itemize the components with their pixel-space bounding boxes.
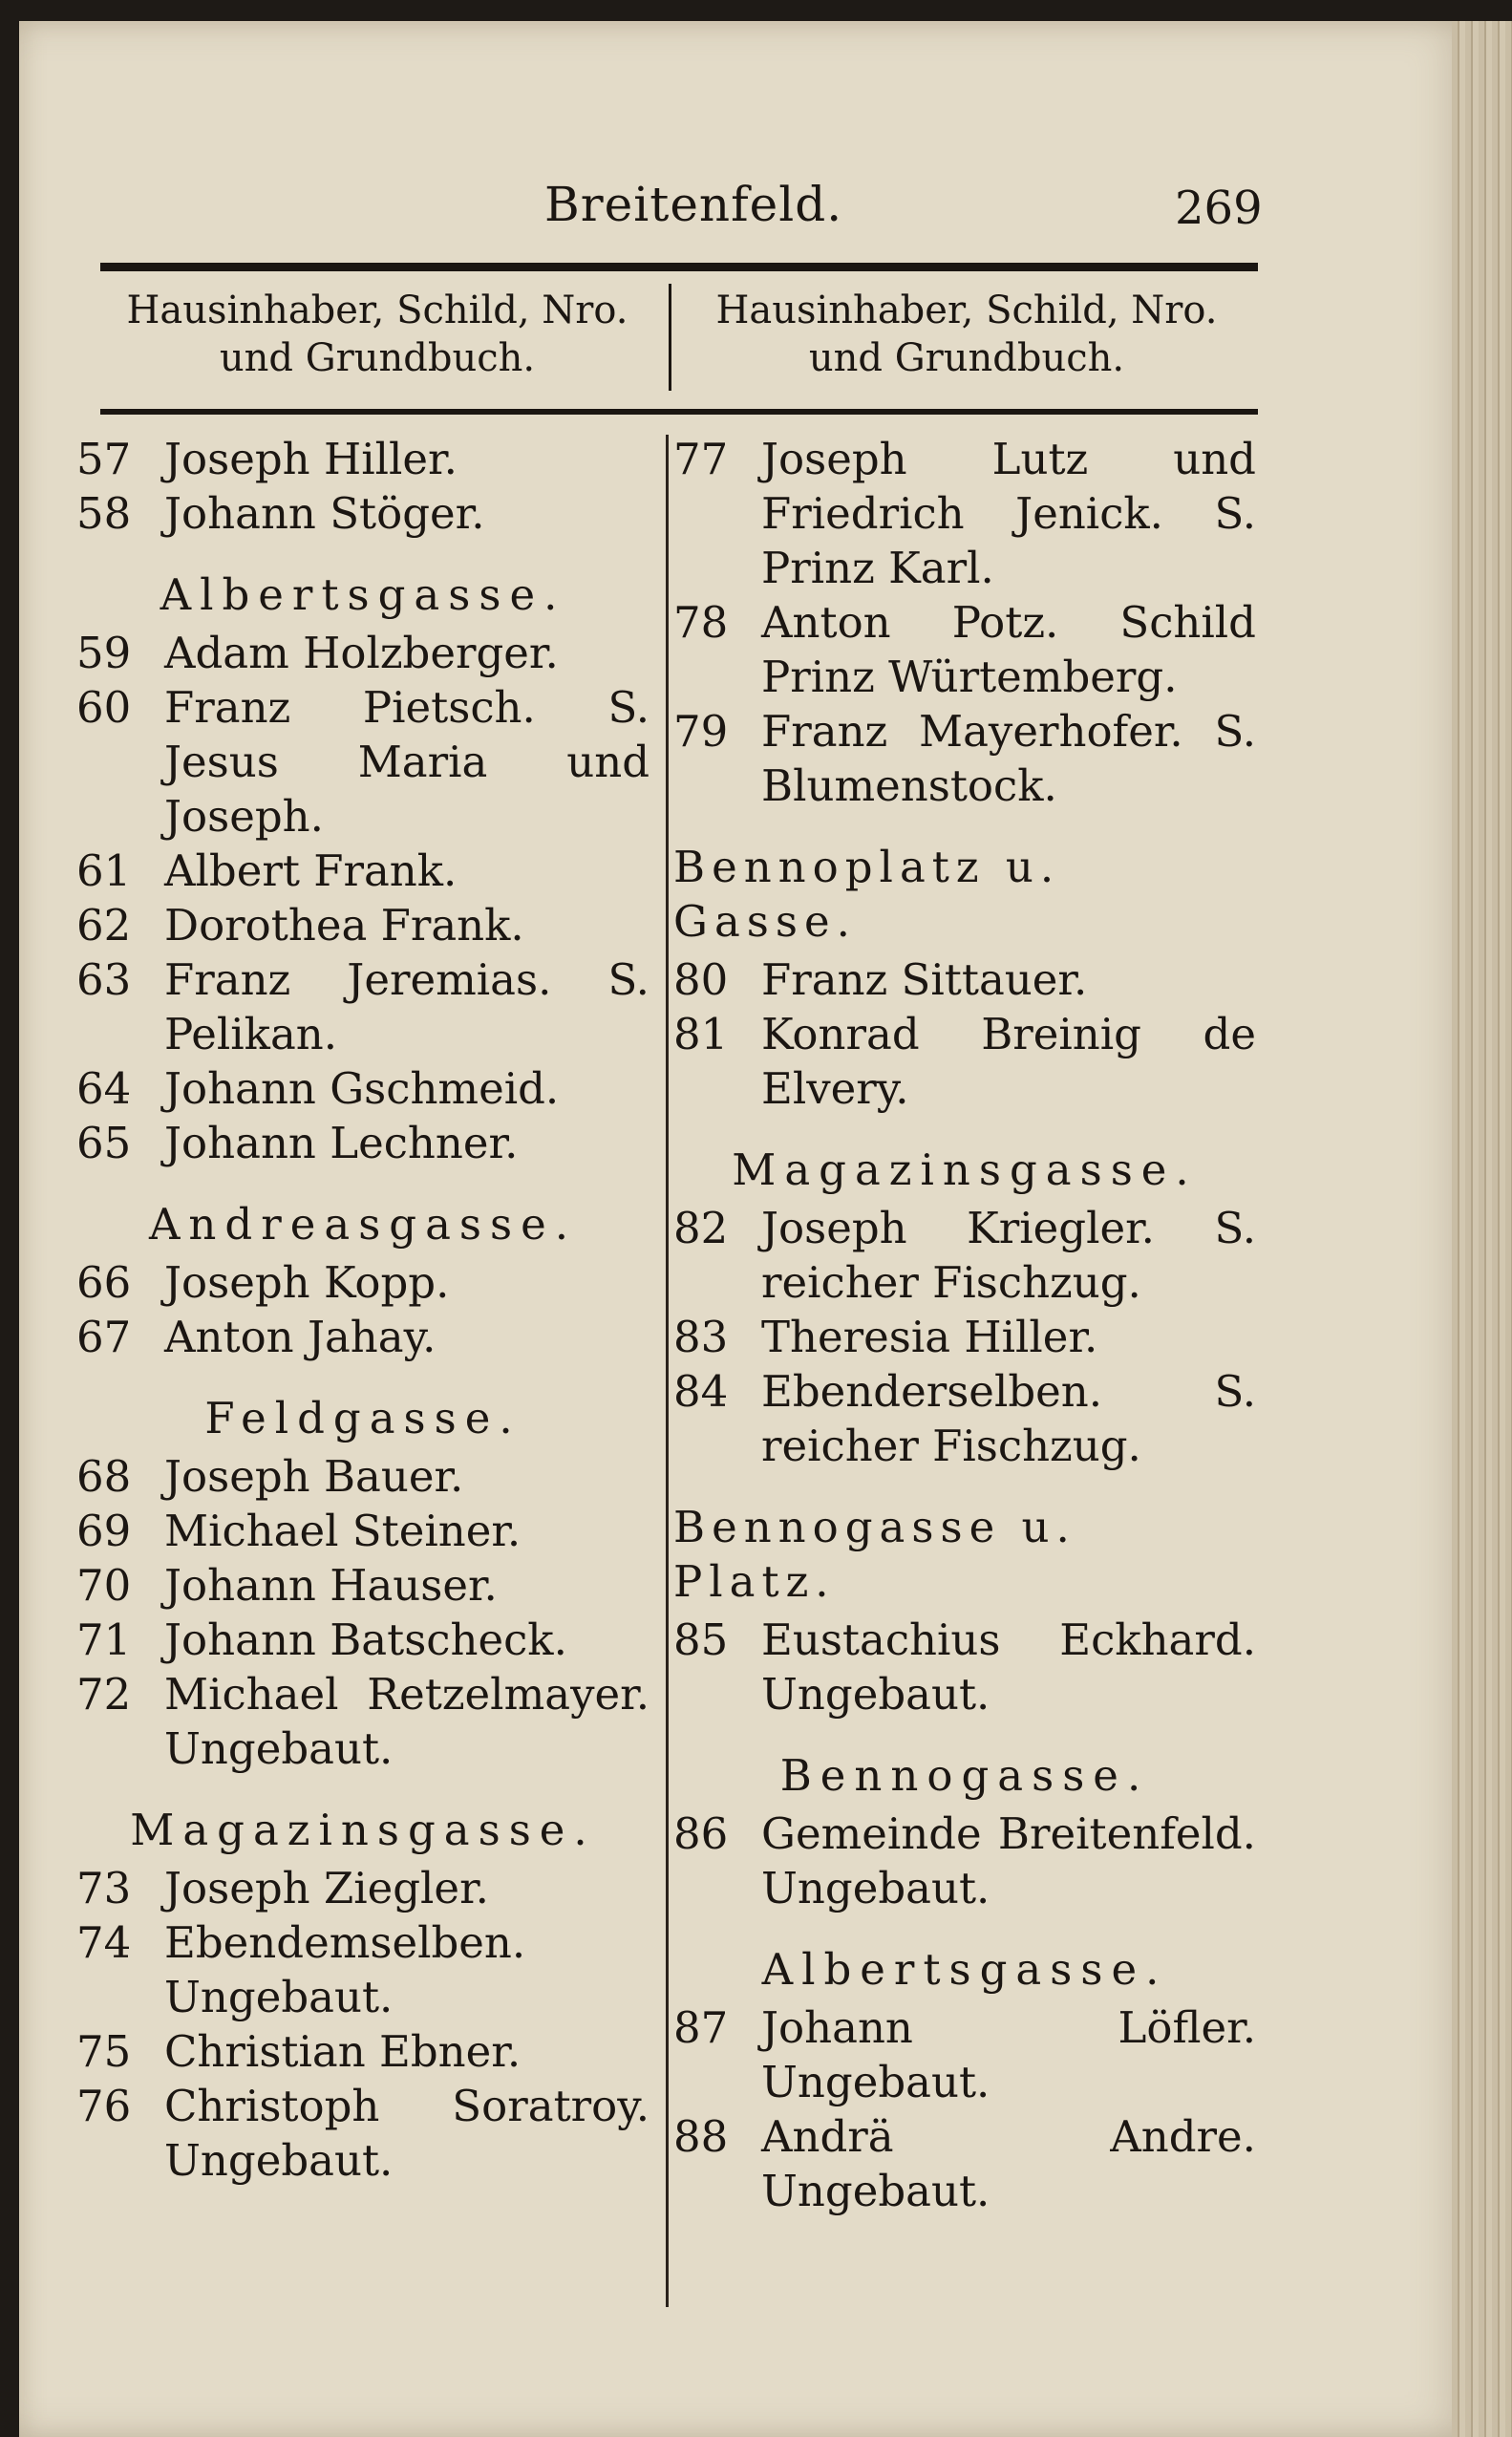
house-number: 79 [673, 706, 729, 757]
owner-text: Joseph Ziegler. [164, 1863, 489, 1913]
owner-text: Anton Jahay. [164, 1312, 437, 1362]
owner-text: Franz Sittauer. [761, 954, 1088, 1005]
house-number: 72 [76, 1669, 132, 1720]
house-number: 68 [76, 1451, 132, 1502]
owner-text: Christoph Soratroy. Ungebaut. [164, 2081, 650, 2186]
left-column-header: Hausinhaber, Schild, Nro. und Grundbuch. [126, 289, 628, 380]
owner-text: Anton Potz. Schild Prinz Würtemberg. [761, 597, 1256, 702]
house-number: 63 [76, 954, 132, 1005]
street-heading: Feldgasse. [204, 1393, 522, 1443]
owner-text: Franz Pietsch. S. Jesus Maria und Joseph. [164, 682, 650, 842]
house-number: 75 [76, 2026, 132, 2077]
owner-text: Franz Mayerhofer. S. Blumenstock. [761, 706, 1256, 811]
street-heading: Magazinsgasse. [130, 1805, 596, 1855]
owner-text: Ebendemselben. Ungebaut. [164, 1917, 526, 2022]
entry-group [76, 432, 650, 541]
owner-text: Johann Lechner. [164, 1118, 519, 1168]
entry-group [673, 1201, 1256, 1473]
house-number: 81 [673, 1009, 729, 1059]
entry-group [76, 1449, 650, 1776]
owner-text: Joseph Kopp. [164, 1257, 450, 1308]
list-item [76, 844, 650, 898]
owner-text: Johann Löfler. Ungebaut. [761, 2002, 1256, 2107]
house-number: 58 [76, 488, 132, 539]
column-divider [666, 435, 669, 2307]
owner-text: Eustachius Eckhard. Ungebaut. [761, 1614, 1256, 1720]
house-number: 82 [673, 1203, 729, 1253]
house-number: 57 [76, 434, 132, 484]
running-title: Breitenfeld. [544, 177, 843, 232]
list-item [76, 432, 650, 486]
list-item [76, 1613, 650, 1667]
entry-group [673, 1806, 1256, 1915]
list-item [76, 1449, 650, 1504]
list-item [76, 2079, 650, 2188]
list-item [76, 1310, 650, 1364]
list-item [673, 1613, 1256, 1721]
list-item [76, 1061, 650, 1116]
house-number: 86 [673, 1808, 729, 1859]
owner-text: Franz Jeremias. S. Pelikan. [164, 954, 650, 1059]
list-item [76, 626, 650, 680]
house-number: 64 [76, 1063, 132, 1114]
house-number: 66 [76, 1257, 132, 1308]
header-rule-bottom [100, 409, 1258, 415]
owner-text: Johann Stöger. [164, 488, 485, 539]
owner-text: Joseph Bauer. [164, 1451, 464, 1502]
right-column [673, 432, 1256, 2218]
owner-text: Christian Ebner. [164, 2026, 522, 2077]
entry-group [673, 1613, 1256, 1721]
house-number: 84 [673, 1366, 729, 1417]
list-item [673, 432, 1256, 595]
list-item [76, 898, 650, 952]
street-heading: Bennogasse u. Platz. [673, 1502, 1076, 1607]
list-item [76, 486, 650, 541]
list-item [76, 680, 650, 844]
street-heading: Albertsgasse. [761, 1944, 1168, 1995]
house-number: 60 [76, 682, 132, 733]
owner-text: Joseph Lutz und Friedrich Jenick. S. Prinz Karl. [761, 434, 1256, 593]
list-item [673, 595, 1256, 704]
street-heading: Bennogasse. [779, 1750, 1150, 1801]
list-item [673, 704, 1256, 813]
right-column-header: Hausinhaber, Schild, Nro. und Grundbuch. [715, 289, 1218, 380]
entry-group [673, 2000, 1256, 2218]
house-number: 74 [76, 1917, 132, 1968]
entry-group [76, 1255, 650, 1364]
owner-text: Theresia Hiller. [761, 1312, 1098, 1362]
list-item [76, 1915, 650, 2024]
owner-text: Johann Hauser. [164, 1560, 498, 1611]
owner-text: Ebenderselben. S. reicher Fischzug. [761, 1366, 1256, 1471]
list-item [673, 2109, 1256, 2218]
list-item [673, 1806, 1256, 1915]
entry-group [76, 1861, 650, 2188]
house-number: 70 [76, 1560, 132, 1611]
list-item [673, 952, 1256, 1007]
house-number: 77 [673, 434, 729, 484]
house-number: 69 [76, 1506, 132, 1556]
house-number: 88 [673, 2111, 729, 2162]
owner-text: Gemeinde Breitenfeld. Ungebaut. [761, 1808, 1256, 1913]
house-number: 85 [673, 1614, 729, 1665]
left-column [76, 432, 650, 2188]
owner-text: Johann Gschmeid. [164, 1063, 560, 1114]
list-item [76, 1667, 650, 1776]
house-number: 62 [76, 900, 132, 951]
house-number: 78 [673, 597, 729, 648]
list-item [76, 2024, 650, 2079]
header-rule-top [100, 263, 1258, 271]
owner-text: Dorothea Frank. [164, 900, 524, 951]
owner-text: Albert Frank. [164, 845, 458, 896]
house-number: 59 [76, 628, 132, 678]
list-item [673, 2000, 1256, 2109]
list-item [76, 1255, 650, 1310]
entry-group [76, 626, 650, 1170]
house-number: 67 [76, 1312, 132, 1362]
owner-text: Joseph Hiller. [164, 434, 458, 484]
entry-group [673, 952, 1256, 1116]
owner-text: Andrä Andre. Ungebaut. [761, 2111, 1256, 2216]
street-heading: Albertsgasse. [160, 569, 566, 620]
list-item [76, 1116, 650, 1170]
list-item [76, 952, 650, 1061]
owner-text: Michael Steiner. [164, 1506, 522, 1556]
owner-text: Joseph Kriegler. S. reicher Fischzug. [761, 1203, 1256, 1308]
house-number: 73 [76, 1863, 132, 1913]
owner-text: Adam Holzberger. [164, 628, 559, 678]
owner-text: Johann Batscheck. [164, 1614, 567, 1665]
owner-text: Konrad Breinig de Elvery. [761, 1009, 1256, 1114]
list-item [673, 1364, 1256, 1473]
list-item [76, 1504, 650, 1558]
entry-group [673, 432, 1256, 813]
page-number: 269 [1175, 182, 1263, 235]
list-item [76, 1861, 650, 1915]
owner-text: Michael Retzelmayer. Ungebaut. [164, 1669, 650, 1774]
house-number: 65 [76, 1118, 132, 1168]
list-item [673, 1007, 1256, 1116]
house-number: 80 [673, 954, 729, 1005]
page-edges [1452, 21, 1512, 2437]
house-number: 87 [673, 2002, 729, 2053]
list-item [673, 1201, 1256, 1310]
house-number: 61 [76, 845, 132, 896]
street-heading: Magazinsgasse. [732, 1144, 1198, 1195]
house-number: 83 [673, 1312, 729, 1362]
list-item [76, 1558, 650, 1613]
street-heading: Bennoplatz u. Gasse. [673, 842, 1061, 947]
house-number: 76 [76, 2081, 132, 2131]
house-number: 71 [76, 1614, 132, 1665]
street-heading: Andreasgasse. [148, 1199, 578, 1250]
list-item [673, 1310, 1256, 1364]
header-column-divider [669, 284, 671, 391]
